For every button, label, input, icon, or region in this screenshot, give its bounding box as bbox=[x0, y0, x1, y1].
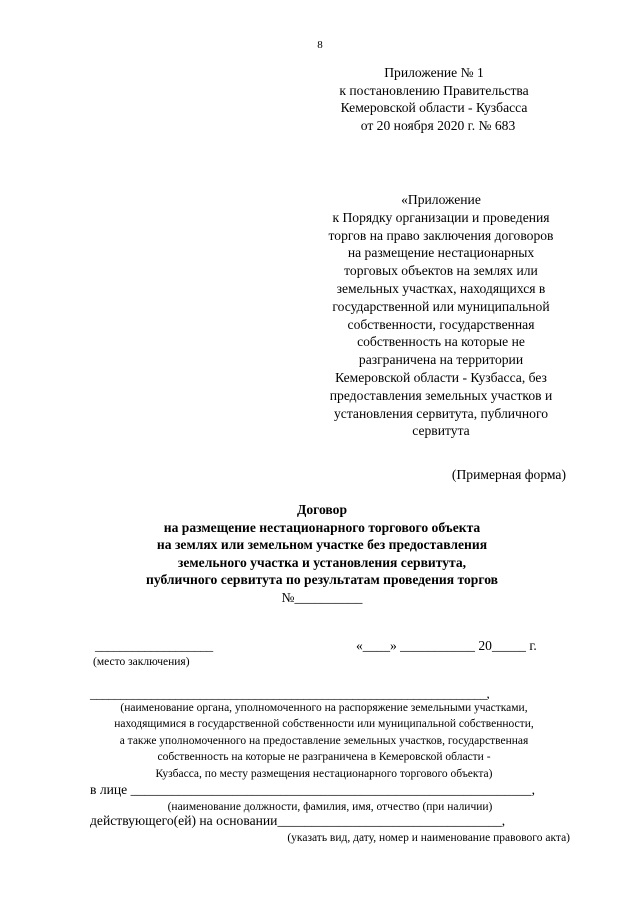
basis-field: действующего(ей) на основании_________________________________, bbox=[90, 813, 506, 828]
order-appendix-line: торговых объектов на землях или bbox=[344, 263, 538, 279]
organ-caption-line: находящимися в государственной собственности или муниципальной собственности, bbox=[114, 718, 534, 731]
organ-caption-line: (наименование органа, уполномоченного на распоряжение земельными участками, bbox=[120, 702, 528, 714]
contract-title-line: публичного сервитута по результатам проведения торгов bbox=[146, 572, 498, 588]
order-appendix-line: государственной или муниципальной bbox=[332, 298, 550, 314]
order-appendix-line: разграничена на территории bbox=[358, 352, 524, 368]
organ-caption-line: а также уполномоченного на предоставление земельных участков, государственная bbox=[119, 734, 529, 747]
appendix-line: Кемеровской области - Кузбасса bbox=[340, 100, 528, 116]
order-appendix-line: собственности, государственная bbox=[347, 316, 535, 332]
appendix-line: Приложение № 1 bbox=[384, 65, 484, 80]
order-appendix-line: Кемеровской области - Кузбасса, без bbox=[335, 369, 547, 385]
contract-title-line: на размещение нестационарного торгового объекта bbox=[163, 519, 481, 535]
appendix-line: от 20 ноября 2020 г. № 683 bbox=[360, 118, 516, 134]
order-appendix-line: на размещение нестационарных bbox=[347, 245, 535, 261]
organ-caption-line: собственность на которые не разграничена в Кемеровской области - bbox=[157, 751, 491, 764]
place-field: ___________________ bbox=[95, 638, 213, 653]
contract-title-line: Договор bbox=[296, 502, 348, 517]
order-appendix-line: сервитута bbox=[412, 423, 470, 439]
date-field: «____» ___________ 20_____ г. bbox=[356, 638, 537, 653]
order-appendix-line: «Приложение bbox=[401, 192, 481, 207]
order-appendix-line: собственность на которые не bbox=[357, 334, 525, 350]
appendix-header bbox=[300, 64, 568, 135]
order-appendix-line: предоставления земельных участков и bbox=[329, 387, 553, 403]
person-caption: (наименование должности, фамилия, имя, отчество (при наличии) bbox=[167, 801, 493, 813]
organ-caption bbox=[74, 700, 574, 782]
appendix-line: к постановлению Правительства bbox=[339, 82, 529, 98]
organ-caption-line: Кузбасса, по месту размещения нестационарного торгового объекта) bbox=[155, 767, 493, 780]
contract-number: №__________ bbox=[281, 589, 363, 605]
contract-title-line: на землях или земельном участке без предоставления bbox=[156, 537, 488, 553]
order-appendix-line: земельных участках, находящихся в bbox=[336, 280, 546, 296]
order-appendix-line: установления сервитута, публичного bbox=[334, 405, 548, 421]
page-number: 8 bbox=[317, 39, 323, 51]
place-caption: (место заключения) bbox=[93, 656, 190, 668]
sample-form-label: (Примерная форма) bbox=[451, 467, 566, 482]
basis-caption: (указать вид, дату, номер и наименование правового акта) bbox=[287, 832, 570, 844]
order-appendix-line: торгов на право заключения договоров bbox=[328, 227, 554, 243]
order-appendix-line: к Порядку организации и проведения bbox=[332, 209, 550, 225]
order-appendix-header bbox=[300, 191, 582, 440]
person-field: в лице ___________________________________________________________, bbox=[90, 782, 535, 797]
contract-title-line: земельного участка и установления сервитута, bbox=[177, 554, 467, 570]
contract-title bbox=[72, 501, 572, 607]
organ-field: _________________________________________________________________, bbox=[90, 686, 490, 701]
